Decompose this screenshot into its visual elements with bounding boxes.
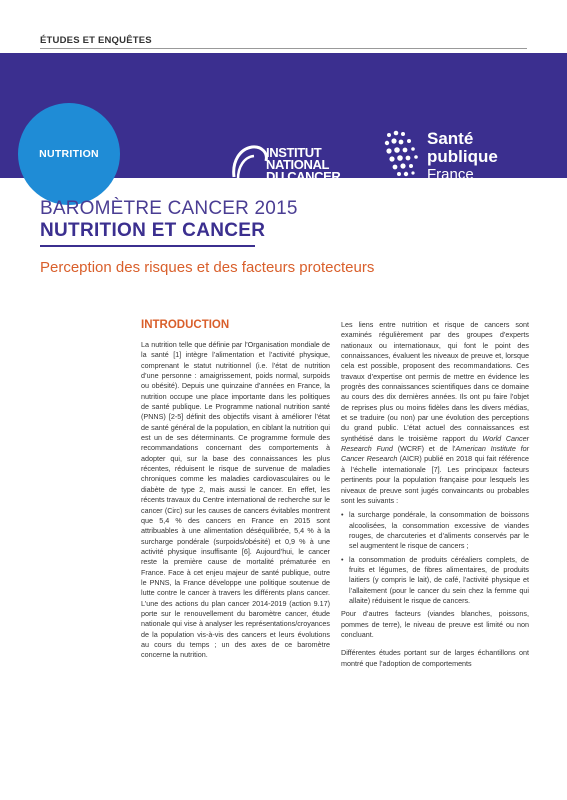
aicr-name: American Institute for Cancer Research bbox=[341, 444, 530, 464]
list-item-text: • la consommation de produits céréaliers complets, de fruits et légumes, de fibres alimentaires, de produits laitiers (y compris le lait), de café, l’activité physique et l’allaitement (pour le cancer du sein chez la femme qui allaite) réduisent le risque de cancers. bbox=[349, 554, 529, 605]
list-item bbox=[341, 555, 529, 607]
spf-logo-line-2: publique bbox=[427, 147, 498, 166]
title-underline bbox=[40, 245, 255, 247]
list-item-text: • la surcharge pondérale, la consommation de boissons alcoolisées, la consommation excessive de viandes rouges, de charcuteries et d’aliments conservés par le sel augmentent le risque de cancers ; bbox=[349, 510, 529, 551]
body-column-1 bbox=[141, 340, 330, 661]
wcrf-name: World Cancer Research Fund bbox=[341, 433, 530, 454]
inca-logo-line-2: NATIONAL bbox=[266, 157, 329, 172]
intro-paragraph-4: Différentes études portant sur de larges échantillons ont montré que l’adoption de comportements bbox=[341, 648, 529, 668]
report-subtitle: Perception des risques et des facteurs protecteurs bbox=[40, 259, 375, 276]
spf-logo-line-3: France bbox=[427, 166, 474, 183]
inca-logo bbox=[228, 135, 340, 195]
sante-publique-france-logo bbox=[383, 129, 498, 185]
spf-emblem-icon bbox=[383, 129, 421, 185]
p2-text-b: (WCRF) et de l’ bbox=[392, 444, 456, 454]
factor-list bbox=[341, 510, 529, 606]
intro-paragraph-3: Pour d’autres facteurs (viandes blanches, poissons, pommes de terre), le niveau de preuve est limité ou non concluant. bbox=[341, 609, 529, 639]
list-item bbox=[341, 510, 529, 551]
report-topic: NUTRITION ET CANCER bbox=[40, 220, 266, 241]
body-column-2 bbox=[341, 320, 529, 669]
p2-text-c: (AICR) publié en 2018 qui fait référence à l’échelle internationale [7]. Les principaux facteurs pertinents pour la population française pour lesquels les niveaux de preuve sont jugés convaincants ou probables sont les suivants : bbox=[341, 454, 529, 505]
introduction-heading: INTRODUCTION bbox=[141, 319, 230, 331]
p2-text-a: Les liens entre nutrition et risque de cancers sont examinés régulièrement par des groupes d’experts nationaux ou internationaux, qui font le point des connaissances, évaluent les niveaux de preuve et, lorsque cela est possible, proposent des recommandations. Ces travaux d’expertise ont permis de mettre en évidence les progrès des connaissances scientifiques dans ce domaine au cours des dix dernières années. Ils ont pu faire l’objet de reprises plus ou moins fidèles dans les divers médias, et se traduire (ou non) par une évolution des perceptions du grand public. L’état actuel des connaissances est synthétisé dans le troisième rapport du bbox=[341, 320, 529, 443]
nutrition-badge bbox=[18, 103, 120, 205]
inca-logo-line-1: INSTITUT bbox=[266, 145, 322, 160]
intro-paragraph-1: La nutrition telle que définie par l’Organisation mondiale de la santé [1] intègre l’alimentation et l’activité physique, comprenant le statut nutritionnel (i.e. l’état de nutrition d’une personne : amaigrissement, poids normal, surpoids ou obésité). Depuis une quinzaine d’années en France, la nutrition occupe une place importante dans les politiques de santé publique. Le Programme national nutrition santé (PNNS) [2-5] définit des objectifs visant à améliorer l’état de santé général de la population, en ciblant la nutrition qui est un de ses déterminants. Ce programme formule des recommandations concernant des comportements à adopter qui, sur la base des connaissances les plus récentes, réduisent le risque de survenue de maladies chroniques comme les maladies cardiovasculaires ou le diabète de type 2, mais aussi le cancer. En effet, les récents travaux du Centre international de recherche sur le cancer (Circ) sur les causes de cancers évitables montrent que 5,4 % des cancers en France en 2015 sont attribuables à une alimentation déséquilibrée, 5,4 % à la surcharge pondérale (surpoids/obésité) et 0,9 % à une activité physique insuffisante [6]. Aujourd’hui, le cancer reste la première cause de mortalité prématurée en France. Face à cet enjeu majeur de santé publique, outre le PNNS, la France développe une politique soutenue de lutte contre le cancer à travers les différents plans cancer. L’une des actions du plan cancer 2014-2019 (action 9.17) porte sur le renouvellement du baromètre cancer, étude nationale qui vise à analyser les représentations/croyances de la population vis-à-vis des cancers et leurs évolutions au cours du temps ; un des axes de ce baromètre concerne la nutrition. bbox=[141, 340, 330, 660]
header-banner bbox=[0, 53, 567, 184]
spf-logo-line-1: Santé bbox=[427, 129, 474, 148]
badge-label: NUTRITION bbox=[39, 148, 99, 160]
intro-paragraph-2 bbox=[341, 320, 529, 506]
section-label: ÉTUDES ET ENQUÊTES bbox=[40, 35, 152, 46]
inca-logo-line-3: DU CANCER bbox=[266, 169, 341, 184]
report-title: BAROMÈTRE CANCER 2015 bbox=[40, 198, 298, 219]
header-divider bbox=[40, 48, 527, 49]
